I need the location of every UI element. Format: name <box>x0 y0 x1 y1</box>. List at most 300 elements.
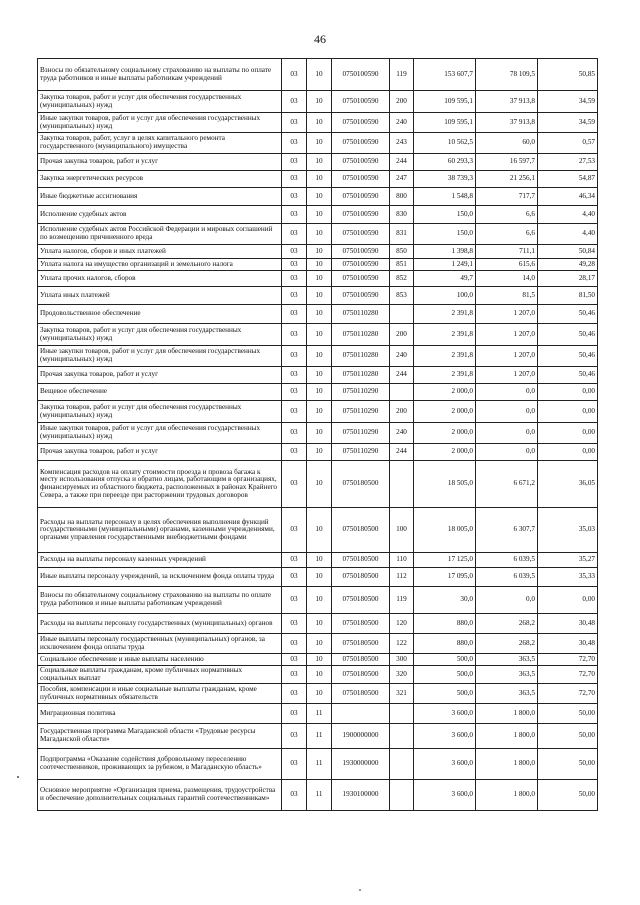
cell-expense-name: Государственная программа Магаданской области «Трудовые ресурсы Магаданской области» <box>38 724 282 749</box>
cell-expense-name: Закупка энергетических ресурсов <box>38 171 282 188</box>
cell-target-article <box>332 704 390 724</box>
cell-execution-percent: 28,17 <box>538 271 598 287</box>
cell-execution-percent: 50,00 <box>538 749 598 780</box>
cell-target-article: 0750180500 <box>332 614 390 634</box>
cell-section: 03 <box>282 113 307 133</box>
table-row <box>38 133 598 154</box>
cell-subsection: 10 <box>307 133 332 154</box>
cell-subsection: 10 <box>307 113 332 133</box>
cell-expense-type <box>390 780 414 811</box>
table-row <box>38 59 598 91</box>
cell-executed-amount: 37 913,8 <box>476 113 538 133</box>
cell-execution-percent: 34,59 <box>538 113 598 133</box>
cell-expense-type <box>390 384 414 401</box>
cell-approved-amount: 1 398,8 <box>414 245 476 259</box>
cell-target-article: 0750100590 <box>332 154 390 171</box>
table-row <box>38 206 598 224</box>
table-row <box>38 245 598 259</box>
cell-executed-amount: 81,5 <box>476 287 538 305</box>
table-row <box>38 305 598 324</box>
cell-target-article: 0750100590 <box>332 113 390 133</box>
cell-target-article: 0750110280 <box>332 346 390 367</box>
cell-executed-amount: 363,5 <box>476 654 538 666</box>
cell-expense-name: Уплата налогов, сборов и иных платежей <box>38 245 282 259</box>
cell-approved-amount: 2 000,0 <box>414 423 476 444</box>
cell-execution-percent: 50,46 <box>538 346 598 367</box>
cell-section: 03 <box>282 91 307 113</box>
cell-execution-percent: 72,70 <box>538 684 598 704</box>
cell-execution-percent: 72,70 <box>538 666 598 684</box>
cell-section: 03 <box>282 154 307 171</box>
cell-section: 03 <box>282 245 307 259</box>
cell-expense-name: Прочая закупка товаров, работ и услуг <box>38 367 282 384</box>
cell-subsection: 11 <box>307 724 332 749</box>
table-row <box>38 587 598 614</box>
cell-section: 03 <box>282 188 307 206</box>
cell-approved-amount: 880,0 <box>414 614 476 634</box>
cell-expense-type: 320 <box>390 666 414 684</box>
cell-section: 03 <box>282 444 307 461</box>
cell-expense-name: Взносы по обязательному социальному страхованию на выплаты по оплате труда работников и иные выплаты работникам учреждений <box>38 587 282 614</box>
cell-approved-amount: 150,0 <box>414 224 476 245</box>
cell-executed-amount: 717,7 <box>476 188 538 206</box>
cell-target-article: 0750100590 <box>332 259 390 271</box>
cell-target-article: 0750100590 <box>332 287 390 305</box>
cell-expense-type: 200 <box>390 324 414 346</box>
cell-expense-name: Компенсация расходов на оплату стоимости проезда и провоза багажа к месту использования отпуска и обратно лицам, работающим в организациях, финансируемых из областного бюджета, расположенных в районах Крайнего Севера, а также при переезде при расторжении трудовых договоров <box>38 461 282 508</box>
table-row <box>38 684 598 704</box>
table-row <box>38 91 598 113</box>
cell-subsection: 11 <box>307 704 332 724</box>
cell-approved-amount: 10 562,5 <box>414 133 476 154</box>
cell-executed-amount: 0,0 <box>476 384 538 401</box>
cell-subsection: 10 <box>307 245 332 259</box>
cell-subsection: 10 <box>307 614 332 634</box>
table-row <box>38 724 598 749</box>
table-row <box>38 461 598 508</box>
cell-section: 03 <box>282 749 307 780</box>
cell-subsection: 10 <box>307 171 332 188</box>
cell-subsection: 11 <box>307 749 332 780</box>
cell-section: 03 <box>282 634 307 654</box>
cell-executed-amount: 6,6 <box>476 224 538 245</box>
cell-executed-amount: 37 913,8 <box>476 91 538 113</box>
cell-subsection: 10 <box>307 461 332 508</box>
cell-execution-percent: 35,03 <box>538 508 598 553</box>
cell-section: 03 <box>282 401 307 423</box>
cell-expense-type: 240 <box>390 423 414 444</box>
cell-approved-amount: 100,0 <box>414 287 476 305</box>
cell-section: 03 <box>282 133 307 154</box>
cell-target-article: 0750110280 <box>332 367 390 384</box>
cell-expense-type <box>390 704 414 724</box>
cell-expense-type: 240 <box>390 346 414 367</box>
cell-section: 03 <box>282 568 307 587</box>
cell-executed-amount: 1 207,0 <box>476 305 538 324</box>
cell-approved-amount: 2 391,8 <box>414 367 476 384</box>
cell-target-article: 0750100590 <box>332 91 390 113</box>
cell-execution-percent: 35,27 <box>538 553 598 568</box>
cell-executed-amount: 6 039,5 <box>476 568 538 587</box>
table-row <box>38 780 598 811</box>
cell-expense-type: 830 <box>390 206 414 224</box>
cell-execution-percent: 27,53 <box>538 154 598 171</box>
cell-expense-type: 247 <box>390 171 414 188</box>
cell-approved-amount: 17 095,0 <box>414 568 476 587</box>
cell-expense-name: Иные закупки товаров, работ и услуг для обеспечения государственных (муниципальных) нужд <box>38 113 282 133</box>
cell-approved-amount: 2 000,0 <box>414 401 476 423</box>
cell-execution-percent: 30,48 <box>538 634 598 654</box>
cell-approved-amount: 30,0 <box>414 587 476 614</box>
cell-target-article: 0750110290 <box>332 444 390 461</box>
cell-target-article: 0750180500 <box>332 461 390 508</box>
cell-target-article: 0750110290 <box>332 423 390 444</box>
table-row <box>38 287 598 305</box>
cell-expense-type: 240 <box>390 113 414 133</box>
cell-execution-percent: 0,00 <box>538 587 598 614</box>
cell-expense-name: Закупка товаров, работ и услуг для обеспечения государственных (муниципальных) нужд <box>38 324 282 346</box>
cell-execution-percent: 50,46 <box>538 367 598 384</box>
table-row <box>38 384 598 401</box>
cell-execution-percent: 0,00 <box>538 384 598 401</box>
cell-expense-type: 244 <box>390 154 414 171</box>
cell-subsection: 10 <box>307 188 332 206</box>
cell-section: 03 <box>282 346 307 367</box>
cell-expense-name: Продовольственное обеспечение <box>38 305 282 324</box>
cell-target-article: 0750180500 <box>332 684 390 704</box>
cell-execution-percent: 46,34 <box>538 188 598 206</box>
cell-expense-name: Уплата налога на имущество организаций и земельного налога <box>38 259 282 271</box>
cell-approved-amount: 1 249,1 <box>414 259 476 271</box>
cell-executed-amount: 1 800,0 <box>476 724 538 749</box>
cell-subsection: 10 <box>307 91 332 113</box>
cell-execution-percent: 50,00 <box>538 724 598 749</box>
cell-subsection: 10 <box>307 654 332 666</box>
cell-section: 03 <box>282 59 307 91</box>
cell-executed-amount: 6 039,5 <box>476 553 538 568</box>
table-row <box>38 367 598 384</box>
cell-approved-amount: 153 607,7 <box>414 59 476 91</box>
cell-expense-name: Исполнение судебных актов Российской Федерации и мировых соглашений по возмещению причиненного вреда <box>38 224 282 245</box>
cell-executed-amount: 60,0 <box>476 133 538 154</box>
cell-approved-amount: 38 739,3 <box>414 171 476 188</box>
cell-target-article: 0750110290 <box>332 401 390 423</box>
cell-target-article: 0750180500 <box>332 587 390 614</box>
table-row <box>38 259 598 271</box>
cell-expense-name: Пособия, компенсации и иные социальные выплаты гражданам, кроме публичных нормативных обязательств <box>38 684 282 704</box>
table-row <box>38 346 598 367</box>
cell-expense-type: 119 <box>390 587 414 614</box>
cell-approved-amount: 2 000,0 <box>414 444 476 461</box>
cell-expense-name: Прочая закупка товаров, работ и услуг <box>38 444 282 461</box>
cell-approved-amount: 2 391,8 <box>414 324 476 346</box>
cell-section: 03 <box>282 654 307 666</box>
cell-section: 03 <box>282 461 307 508</box>
cell-executed-amount: 6 671,2 <box>476 461 538 508</box>
cell-target-article: 0750180500 <box>332 634 390 654</box>
cell-target-article: 0750180500 <box>332 568 390 587</box>
cell-section: 03 <box>282 684 307 704</box>
cell-section: 03 <box>282 508 307 553</box>
cell-expense-name: Социальное обеспечение и иные выплаты населению <box>38 654 282 666</box>
cell-execution-percent: 50,84 <box>538 245 598 259</box>
cell-approved-amount: 500,0 <box>414 684 476 704</box>
cell-expense-type: 851 <box>390 259 414 271</box>
cell-executed-amount: 1 207,0 <box>476 346 538 367</box>
cell-target-article: 0750180500 <box>332 654 390 666</box>
cell-subsection: 10 <box>307 59 332 91</box>
cell-expense-name: Уплата прочих налогов, сборов <box>38 271 282 287</box>
cell-executed-amount: 1 800,0 <box>476 780 538 811</box>
cell-target-article: 0750100590 <box>332 224 390 245</box>
table-row <box>38 401 598 423</box>
cell-expense-type: 800 <box>390 188 414 206</box>
cell-execution-percent: 81,50 <box>538 287 598 305</box>
cell-section: 03 <box>282 724 307 749</box>
cell-expense-type <box>390 305 414 324</box>
cell-target-article: 0750180500 <box>332 553 390 568</box>
table-row <box>38 508 598 553</box>
cell-executed-amount: 1 207,0 <box>476 367 538 384</box>
cell-expense-name: Расходы на выплаты персоналу государственных (муниципальных) органов <box>38 614 282 634</box>
cell-target-article: 0750110290 <box>332 384 390 401</box>
cell-expense-type: 853 <box>390 287 414 305</box>
cell-approved-amount: 109 595,1 <box>414 91 476 113</box>
cell-subsection: 10 <box>307 423 332 444</box>
cell-execution-percent: 0,57 <box>538 133 598 154</box>
cell-expense-type: 112 <box>390 568 414 587</box>
cell-section: 03 <box>282 259 307 271</box>
cell-section: 03 <box>282 271 307 287</box>
cell-executed-amount: 0,0 <box>476 401 538 423</box>
cell-approved-amount: 109 595,1 <box>414 113 476 133</box>
cell-subsection: 10 <box>307 666 332 684</box>
cell-target-article: 1900000000 <box>332 724 390 749</box>
cell-subsection: 10 <box>307 384 332 401</box>
cell-expense-type: 852 <box>390 271 414 287</box>
cell-expense-type: 110 <box>390 553 414 568</box>
cell-target-article: 0750110280 <box>332 305 390 324</box>
cell-section: 03 <box>282 666 307 684</box>
cell-expense-name: Расходы на выплаты персоналу казенных учреждений <box>38 553 282 568</box>
cell-approved-amount: 500,0 <box>414 666 476 684</box>
cell-section: 03 <box>282 367 307 384</box>
cell-executed-amount: 1 207,0 <box>476 324 538 346</box>
table-row <box>38 634 598 654</box>
cell-subsection: 10 <box>307 568 332 587</box>
cell-target-article: 0750100590 <box>332 133 390 154</box>
cell-executed-amount: 268,2 <box>476 614 538 634</box>
cell-expense-type: 244 <box>390 367 414 384</box>
cell-subsection: 10 <box>307 587 332 614</box>
cell-expense-type: 119 <box>390 59 414 91</box>
cell-expense-type: 122 <box>390 634 414 654</box>
cell-execution-percent: 0,00 <box>538 423 598 444</box>
table-body <box>38 59 598 811</box>
table-row <box>38 271 598 287</box>
cell-expense-name: Прочая закупка товаров, работ и услуг <box>38 154 282 171</box>
cell-section: 03 <box>282 553 307 568</box>
cell-expense-name: Взносы по обязательному социальному страхованию на выплаты по оплате труда работников и иные выплаты работникам учреждений <box>38 59 282 91</box>
cell-expense-name: Миграционная политика <box>38 704 282 724</box>
cell-expense-type: 850 <box>390 245 414 259</box>
cell-subsection: 10 <box>307 224 332 245</box>
cell-expense-name: Подпрограмма «Оказание содействия добровольному переселению соотечественников, проживающих за рубежом, в Магаданскую область» <box>38 749 282 780</box>
cell-subsection: 10 <box>307 259 332 271</box>
table-row <box>38 154 598 171</box>
table-row <box>38 614 598 634</box>
cell-target-article: 0750100590 <box>332 206 390 224</box>
cell-execution-percent: 36,05 <box>538 461 598 508</box>
cell-target-article: 0750100590 <box>332 171 390 188</box>
cell-expense-type: 200 <box>390 91 414 113</box>
cell-approved-amount: 17 125,0 <box>414 553 476 568</box>
table-row <box>38 444 598 461</box>
scan-mark <box>359 889 361 891</box>
cell-subsection: 10 <box>307 206 332 224</box>
cell-expense-name: Расходы на выплаты персоналу в целях обеспечения выполнения функций государственными (муниципальными) органами, казенными учреждениями, органами управления государственными внебюджетными фондами <box>38 508 282 553</box>
cell-approved-amount: 49,7 <box>414 271 476 287</box>
table-row <box>38 654 598 666</box>
cell-executed-amount: 1 800,0 <box>476 749 538 780</box>
table-row <box>38 423 598 444</box>
cell-expense-type <box>390 461 414 508</box>
cell-section: 03 <box>282 171 307 188</box>
cell-subsection: 10 <box>307 553 332 568</box>
cell-expense-name: Социальные выплаты гражданам, кроме публичных нормативных социальных выплат <box>38 666 282 684</box>
cell-expense-name: Иные закупки товаров, работ и услуг для обеспечения государственных (муниципальных) нужд <box>38 423 282 444</box>
cell-section: 03 <box>282 324 307 346</box>
cell-executed-amount: 21 256,1 <box>476 171 538 188</box>
cell-subsection: 10 <box>307 271 332 287</box>
cell-expense-name: Иные выплаты персоналу государственных (муниципальных) органов, за исключением фонда оплаты труда <box>38 634 282 654</box>
cell-execution-percent: 30,48 <box>538 614 598 634</box>
cell-target-article: 1930000000 <box>332 749 390 780</box>
cell-executed-amount: 1 800,0 <box>476 704 538 724</box>
table-row <box>38 224 598 245</box>
cell-execution-percent: 34,59 <box>538 91 598 113</box>
cell-subsection: 10 <box>307 346 332 367</box>
cell-section: 03 <box>282 224 307 245</box>
table-row <box>38 553 598 568</box>
cell-target-article: 0750180500 <box>332 666 390 684</box>
cell-target-article: 0750110280 <box>332 324 390 346</box>
cell-expense-type: 200 <box>390 401 414 423</box>
cell-section: 03 <box>282 587 307 614</box>
cell-execution-percent: 49,28 <box>538 259 598 271</box>
cell-subsection: 10 <box>307 401 332 423</box>
cell-expense-name: Основное мероприятие «Организация приема, размещения, трудоустройства и обеспечение дополнительных социальных гарантий соотечественникам» <box>38 780 282 811</box>
table-row <box>38 188 598 206</box>
cell-expense-type: 831 <box>390 224 414 245</box>
cell-executed-amount: 363,5 <box>476 666 538 684</box>
cell-subsection: 10 <box>307 634 332 654</box>
cell-execution-percent: 4,40 <box>538 206 598 224</box>
cell-expense-type: 300 <box>390 654 414 666</box>
cell-executed-amount: 6,6 <box>476 206 538 224</box>
cell-executed-amount: 711,1 <box>476 245 538 259</box>
cell-subsection: 10 <box>307 324 332 346</box>
cell-approved-amount: 3 600,0 <box>414 749 476 780</box>
cell-approved-amount: 18 505,0 <box>414 461 476 508</box>
cell-approved-amount: 500,0 <box>414 654 476 666</box>
cell-expense-name: Иные бюджетные ассигнования <box>38 188 282 206</box>
cell-target-article: 1930100000 <box>332 780 390 811</box>
cell-executed-amount: 6 307,7 <box>476 508 538 553</box>
cell-execution-percent: 35,33 <box>538 568 598 587</box>
cell-approved-amount: 3 600,0 <box>414 780 476 811</box>
cell-expense-type <box>390 724 414 749</box>
table-row <box>38 113 598 133</box>
cell-expense-type <box>390 749 414 780</box>
cell-approved-amount: 2 391,8 <box>414 346 476 367</box>
table-row <box>38 171 598 188</box>
cell-expense-type: 243 <box>390 133 414 154</box>
cell-executed-amount: 78 109,5 <box>476 59 538 91</box>
cell-approved-amount: 2 000,0 <box>414 384 476 401</box>
scan-mark <box>17 776 19 778</box>
table-row <box>38 666 598 684</box>
cell-section: 03 <box>282 305 307 324</box>
cell-subsection: 11 <box>307 780 332 811</box>
cell-expense-name: Исполнение судебных актов <box>38 206 282 224</box>
cell-approved-amount: 1 548,8 <box>414 188 476 206</box>
cell-expense-name: Закупка товаров, работ и услуг для обеспечения государственных (муниципальных) нужд <box>38 91 282 113</box>
cell-section: 03 <box>282 206 307 224</box>
cell-executed-amount: 363,5 <box>476 684 538 704</box>
cell-subsection: 10 <box>307 508 332 553</box>
cell-subsection: 10 <box>307 444 332 461</box>
cell-execution-percent: 54,87 <box>538 171 598 188</box>
cell-section: 03 <box>282 780 307 811</box>
cell-executed-amount: 615,6 <box>476 259 538 271</box>
table-row <box>38 704 598 724</box>
cell-section: 03 <box>282 287 307 305</box>
cell-executed-amount: 0,0 <box>476 587 538 614</box>
cell-expense-name: Вещевое обеспечение <box>38 384 282 401</box>
cell-target-article: 0750100590 <box>332 188 390 206</box>
cell-expense-name: Иные выплаты персоналу учреждений, за исключением фонда оплаты труда <box>38 568 282 587</box>
budget-execution-table <box>37 58 598 811</box>
cell-executed-amount: 0,0 <box>476 423 538 444</box>
cell-subsection: 10 <box>307 305 332 324</box>
cell-target-article: 0750100590 <box>332 59 390 91</box>
cell-executed-amount: 0,0 <box>476 444 538 461</box>
cell-subsection: 10 <box>307 154 332 171</box>
cell-execution-percent: 50,00 <box>538 704 598 724</box>
table-row <box>38 324 598 346</box>
cell-subsection: 10 <box>307 367 332 384</box>
cell-expense-type: 120 <box>390 614 414 634</box>
table-row <box>38 749 598 780</box>
cell-execution-percent: 50,46 <box>538 305 598 324</box>
cell-execution-percent: 50,00 <box>538 780 598 811</box>
page-number: 46 <box>314 32 326 46</box>
cell-approved-amount: 60 293,3 <box>414 154 476 171</box>
cell-execution-percent: 0,00 <box>538 401 598 423</box>
cell-execution-percent: 50,46 <box>538 324 598 346</box>
cell-expense-type: 100 <box>390 508 414 553</box>
cell-approved-amount: 3 600,0 <box>414 724 476 749</box>
cell-expense-name: Закупка товаров, работ и услуг для обеспечения государственных (муниципальных) нужд <box>38 401 282 423</box>
table-row <box>38 568 598 587</box>
cell-subsection: 10 <box>307 684 332 704</box>
cell-executed-amount: 14,0 <box>476 271 538 287</box>
cell-section: 03 <box>282 614 307 634</box>
cell-section: 03 <box>282 704 307 724</box>
cell-execution-percent: 4,40 <box>538 224 598 245</box>
cell-approved-amount: 150,0 <box>414 206 476 224</box>
